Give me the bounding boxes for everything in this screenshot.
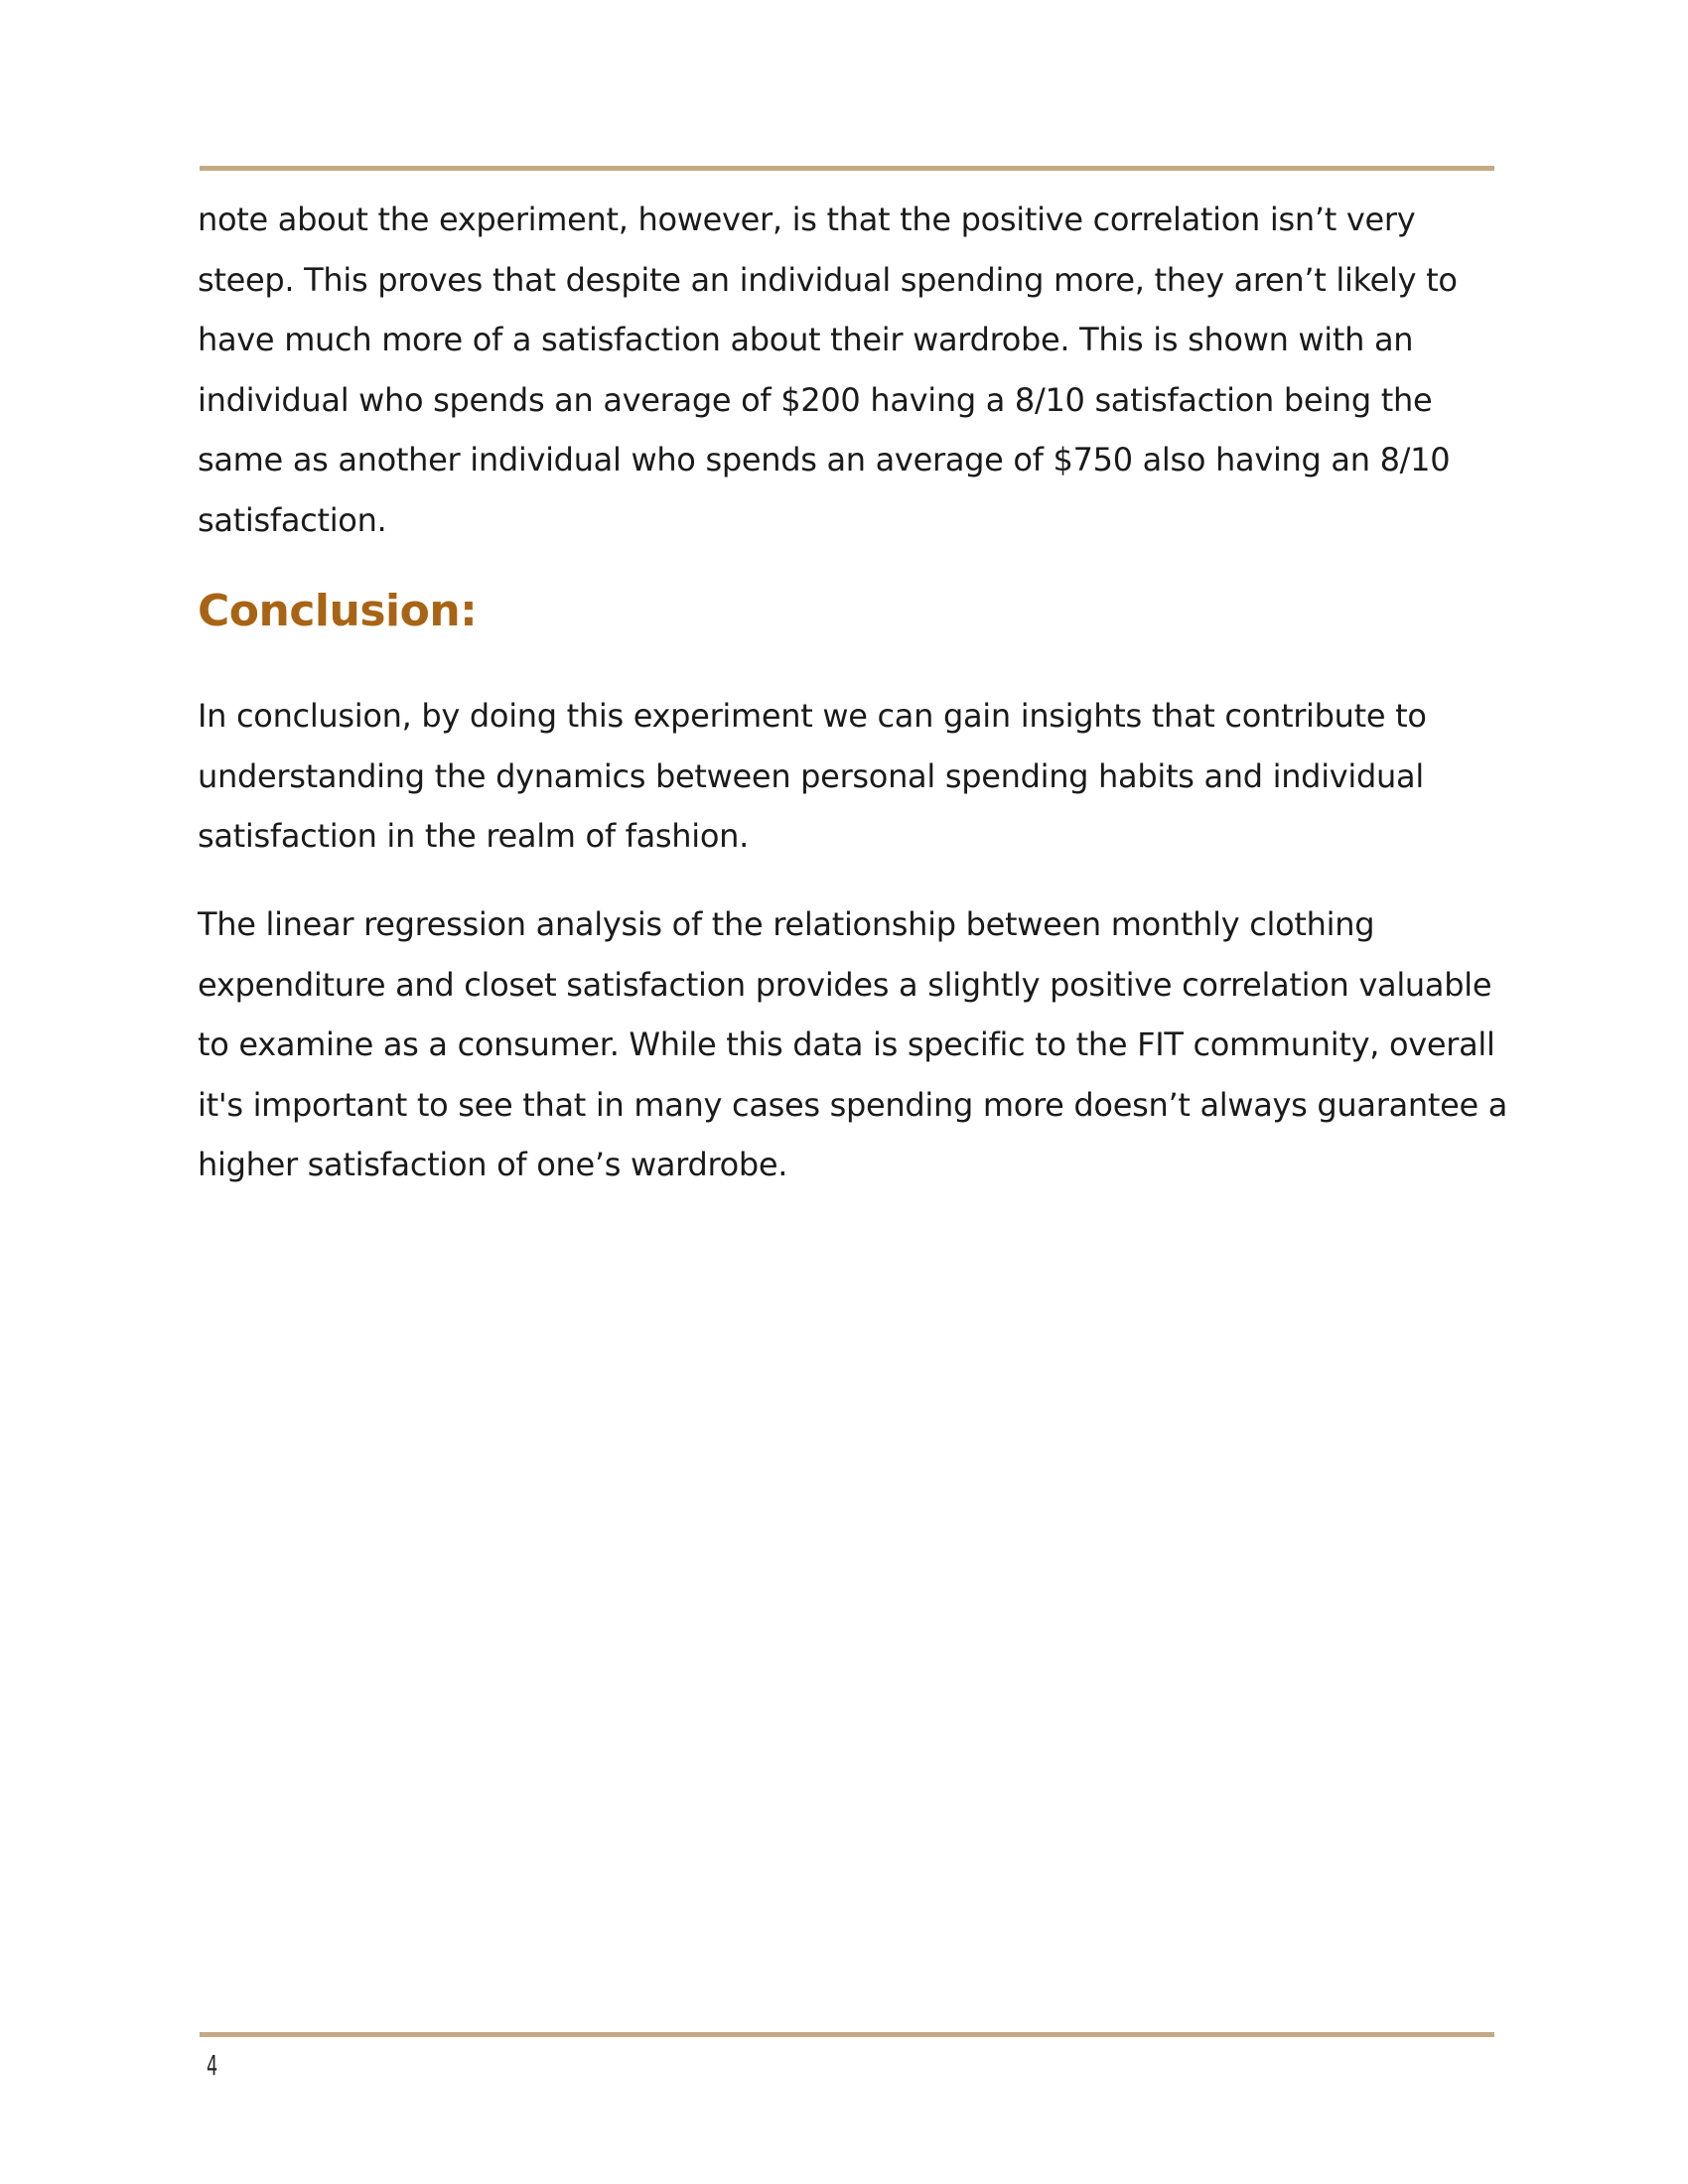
page-number: 4 [207, 2049, 218, 2082]
top-divider [200, 166, 1494, 171]
conclusion-paragraph-1: In conclusion, by doing this experiment we can gain insights that contribute to understanding the dynamics between personal spending habits and individual satisfaction in the realm of fashion. [198, 697, 1427, 855]
conclusion-paragraph-2: The linear regression analysis of the relationship between monthly clothing expenditure and closet satisfaction provides a slightly positive correlation valuable to examine as a consumer. While this data is specific to the FIT community, overall it's important to see that in many cases spending more doesn’t always guarantee a higher satisfaction of one’s wardrobe. [198, 905, 1508, 1183]
bottom-divider [200, 2032, 1494, 2037]
conclusion-heading: Conclusion: [198, 586, 478, 636]
continued-paragraph: note about the experiment, however, is that the positive correlation isn’t very steep. This proves that despite an individual spending more, they aren’t likely to have much more of a satisfaction about their wardrobe. This is shown with an individual who spends an average of $200 having a 8/10 satisfaction being the same as another individual who spends an average of $750 also having an 8/10 satisfaction. [198, 201, 1458, 539]
